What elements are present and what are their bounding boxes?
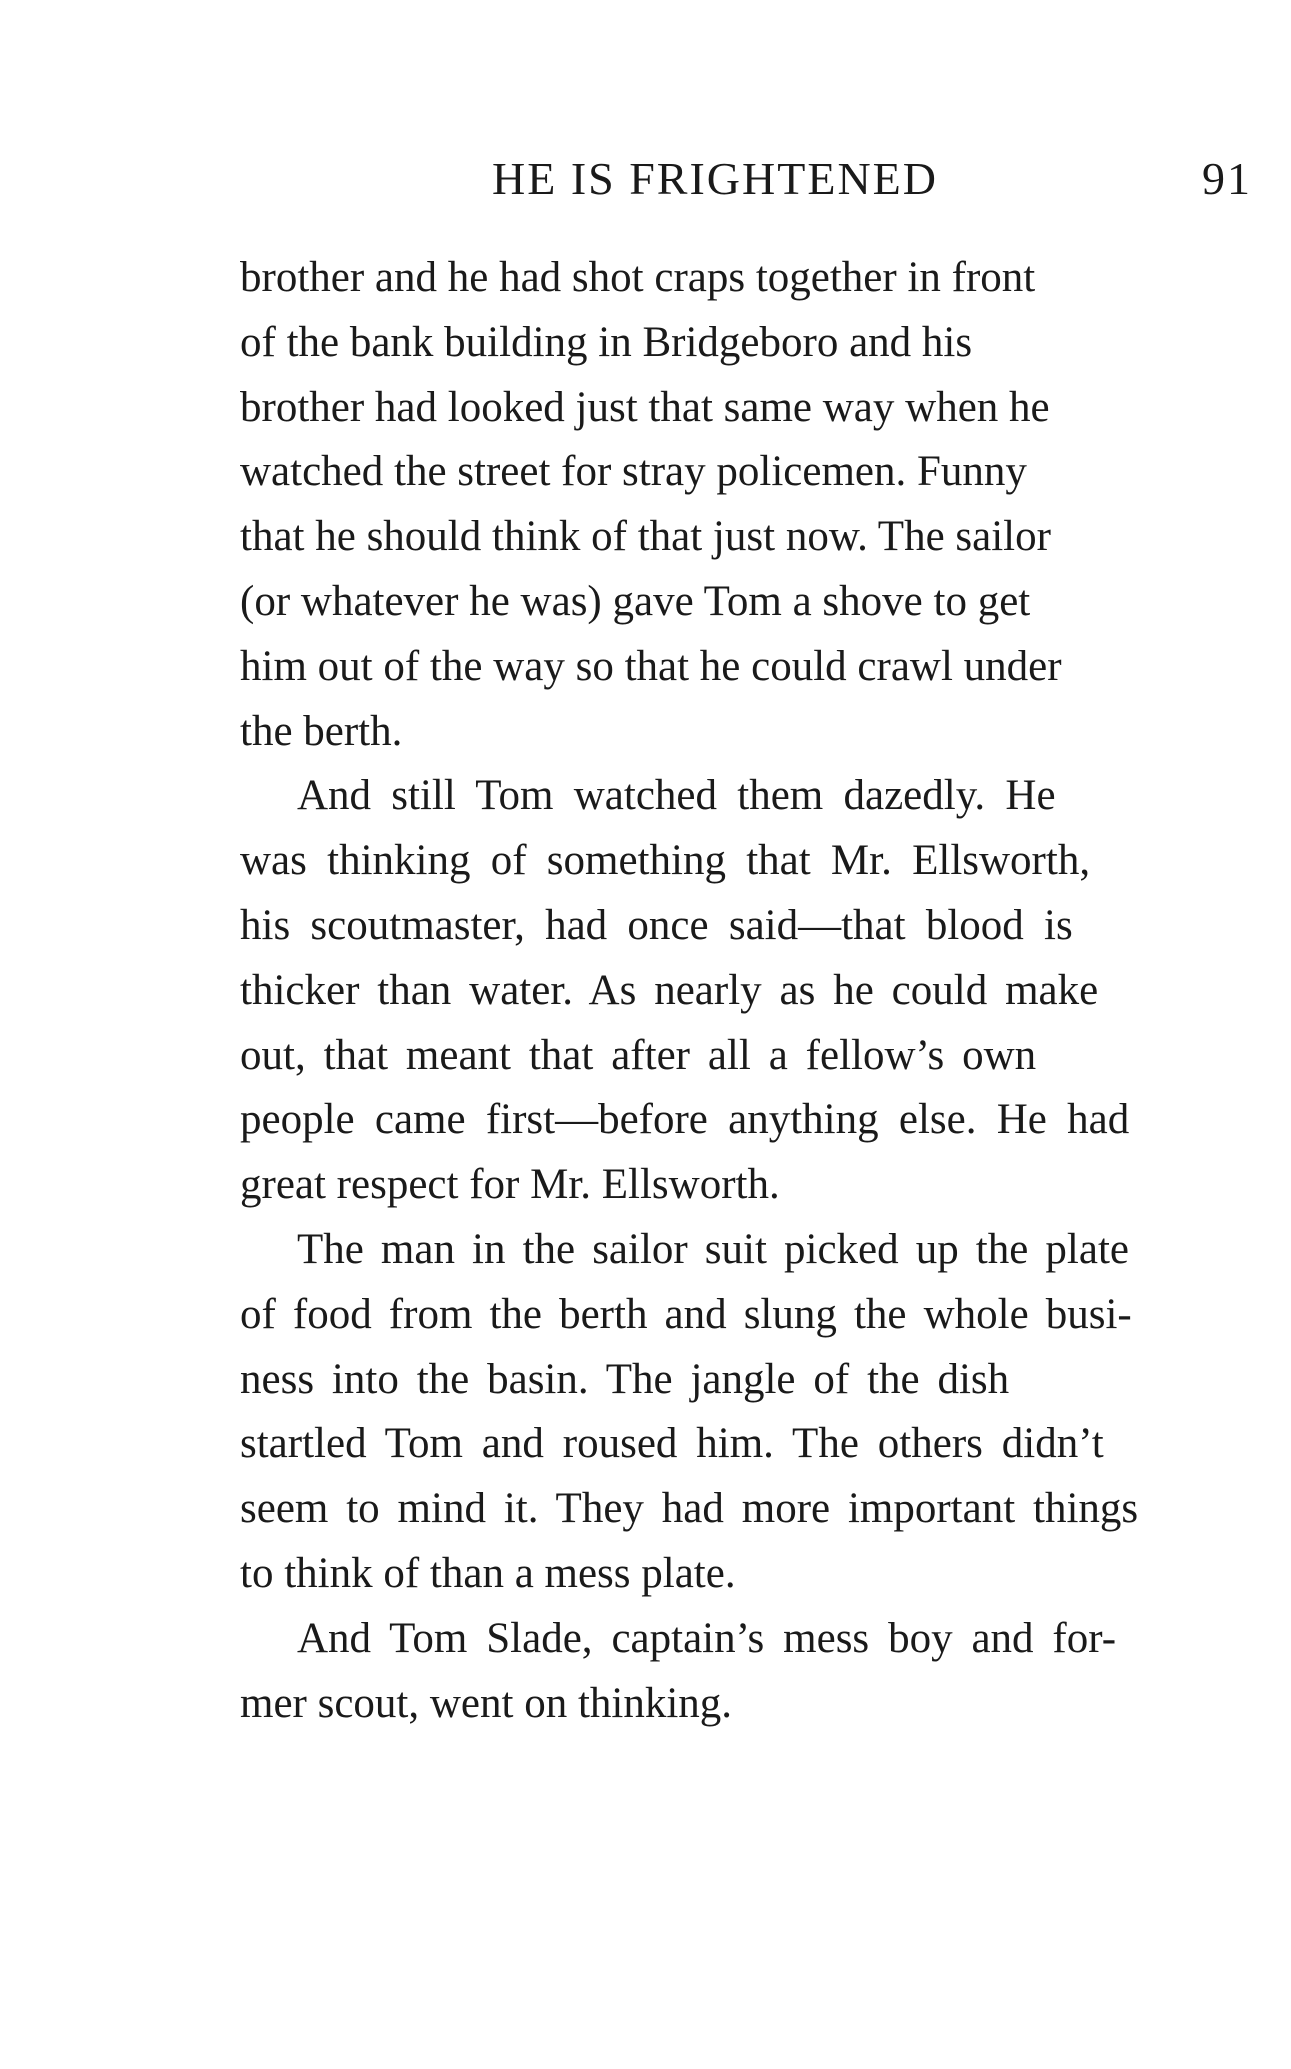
text-line: out, that meant that after all a fellow’s own [240,1031,1037,1079]
text-line: his scoutmaster, had once said—that blood is [240,901,1073,949]
text-line: of the bank building in Bridgeboro and his [240,318,973,366]
text-line: (or whatever he was) gave Tom a shove to get [240,577,1031,625]
text-line: watched the street for stray policemen. Funny [240,448,1027,496]
paragraph-1 [240,246,1252,764]
paragraph-4 [240,1607,1252,1737]
running-title: HE IS FRIGHTENED [492,153,938,204]
page-number: 91 [1202,153,1252,204]
text-line: was thinking of something that Mr. Ellsworth, [240,837,1091,885]
text-line: ness into the basin. The jangle of the dish [240,1355,1010,1403]
text-line: And still Tom watched them dazedly. He [297,772,1056,820]
text-line: people came first—before anything else. He had [240,1096,1130,1144]
text-line: that he should think of that just now. The sailor [240,513,1051,561]
text-line: startled Tom and roused him. The others didn’t [240,1420,1104,1468]
paragraph-3 [240,1218,1252,1607]
text-line: him out of the way so that he could crawl under [240,642,1062,690]
text-line: the berth. [240,707,403,755]
text-line: brother and he had shot craps together in front [240,254,1036,301]
paragraph-2 [240,764,1252,1218]
text-line: thicker than water. As nearly as he could make [240,966,1099,1014]
text-line: to think of than a mess plate. [240,1549,736,1597]
text-line: mer scout, went on thinking. [240,1679,733,1727]
body-text [240,246,1252,1736]
running-head [240,152,1252,212]
text-line: brother had looked just that same way when he [240,383,1050,431]
text-line: of food from the berth and slung the whole busi- [240,1290,1132,1338]
text-line: The man in the sailor suit picked up the plate [297,1225,1129,1273]
text-line: great respect for Mr. Ellsworth. [240,1161,780,1209]
text-line: And Tom Slade, captain’s mess boy and for- [297,1614,1117,1662]
text-line: seem to mind it. They had more important things [240,1485,1139,1533]
